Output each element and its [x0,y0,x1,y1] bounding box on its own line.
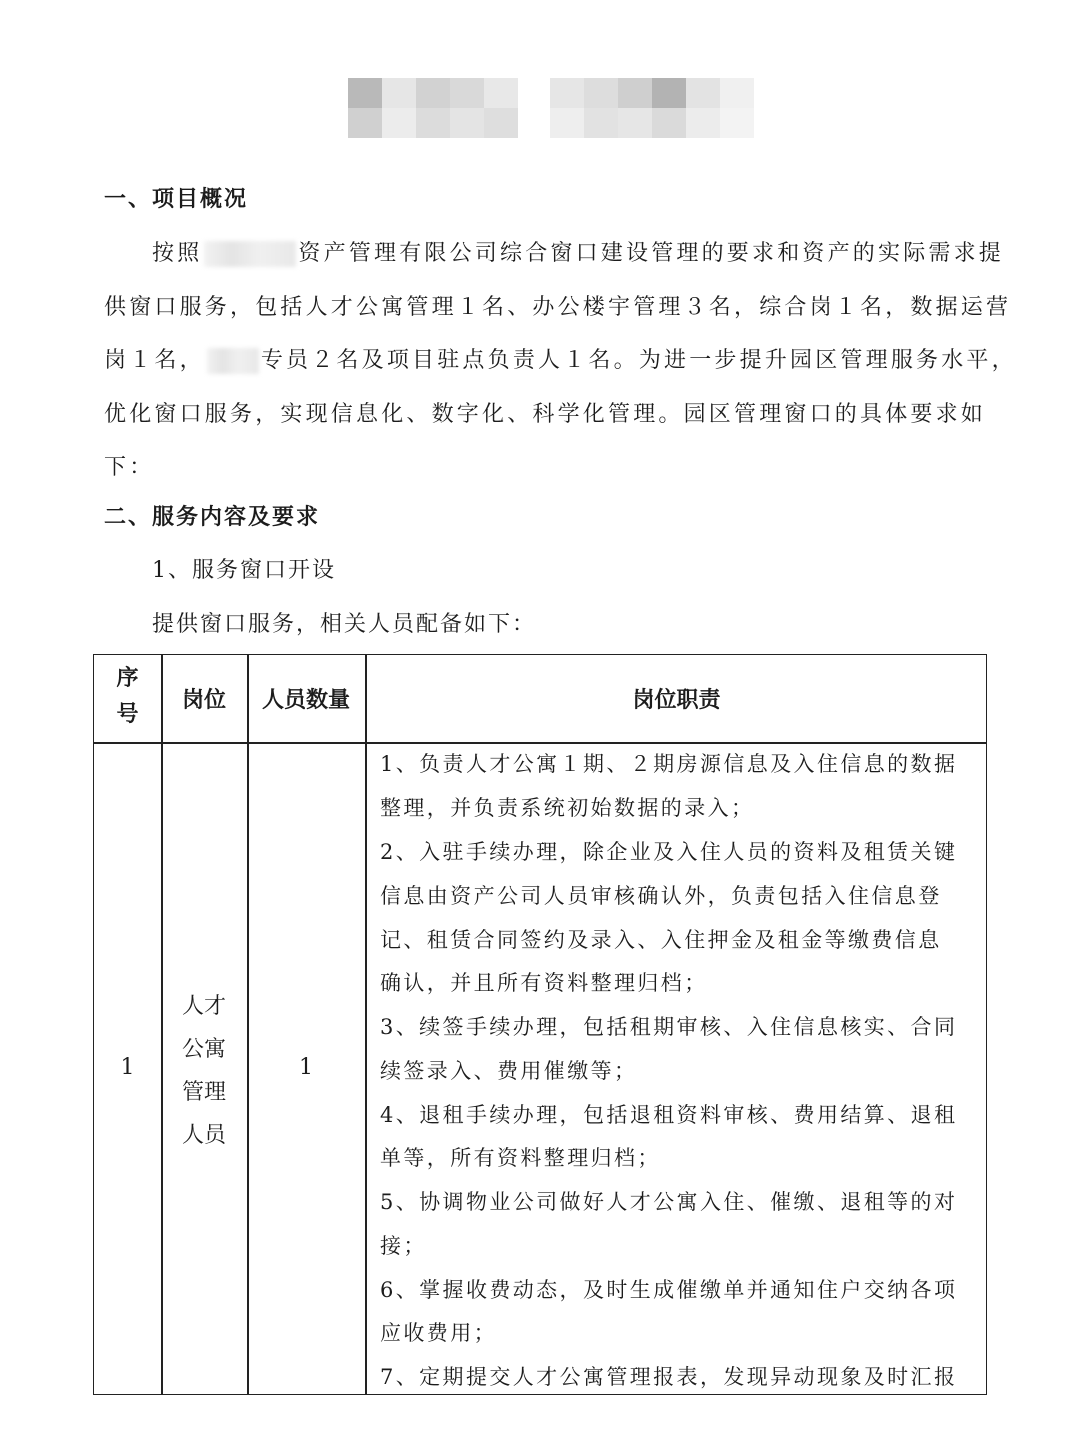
redacted-role-name [207,348,259,374]
header-seq [94,661,161,733]
overview-line-1-text: 资产管理有限公司综合窗口建设管理的要求和资产的实际需求提 [298,241,1005,266]
column-divider [365,655,367,1394]
duty-line: 确认，并且所有资料整理归档； [380,971,708,995]
row-1-seq: 1 [120,1055,135,1080]
row-1-position-line: 公寓 [181,1037,226,1062]
duty-line: 续签录入、费用催缴等； [380,1059,638,1083]
overview-line-1 [152,236,1004,267]
overview-line-3-prefix: 岗１名， [104,348,205,373]
services-item-1: 1、服务窗口开设 [152,558,336,583]
header-headcount: 人员数量 [261,688,350,713]
duty-line: 4、退租手续办理，包括退租资料审核、费用结算、退租 [380,1103,958,1127]
header-position: 岗位 [181,688,226,713]
duty-line: 7、定期提交人才公寓管理报表，发现异动现象及时汇报 [380,1365,958,1389]
duty-line: 6、掌握收费动态，及时生成催缴单并通知住户交纳各项 [380,1278,958,1302]
header-seq-line-2: 号 [116,702,139,727]
row-1-position-line: 管理 [181,1080,226,1105]
duty-line: 5、协调物业公司做好人才公寓入住、催缴、退租等的对 [380,1190,958,1214]
overview-line-3 [104,343,1017,374]
row-1-position-line: 人才 [181,994,226,1019]
overview-line-3-text: 专员２名及项目驻点负责人１名。为进一步提升园区管理服务水平， [260,348,1017,373]
staff-table [93,654,987,1395]
duty-line: 单等，所有资料整理归档； [380,1146,661,1170]
header-duties: 岗位职责 [632,688,721,713]
row-1-headcount: 1 [299,1055,313,1080]
section-heading-overview: 一、项目概况 [104,187,249,212]
overview-line-2: 供窗口服务，包括人才公寓管理１名、办公楼宇管理３名，综合岗１名，数据运营 [104,295,1012,320]
mosaic-pattern [318,78,754,138]
header-seq-line-1: 序 [116,666,139,691]
duty-line: 接； [380,1234,427,1258]
column-divider [247,655,249,1394]
duty-line: 3、续签手续办理，包括租期审核、入住信息核实、合同 [380,1015,958,1039]
header-divider [94,742,986,744]
overview-line-5: 下： [104,455,155,480]
section-heading-services: 二、服务内容及要求 [104,505,321,530]
duty-line: 应收费用； [380,1321,497,1345]
overview-line-4: 优化窗口服务，实现信息化、数字化、科学化管理。园区管理窗口的具体要求如 [104,402,987,427]
row-1-position [161,985,247,1157]
redacted-company-name [204,241,296,267]
duty-line: 2、入驻手续办理，除企业及入住人员的资料及租赁关键 [380,840,958,864]
redacted-document-title [318,78,754,138]
duty-line: 整理，并负责系统初始数据的录入； [380,796,755,820]
duty-line: 信息由资产公司人员审核确认外，负责包括入住信息登 [380,884,942,908]
overview-line-1-prefix: 按照 [152,241,203,266]
duty-line: 1、负责人才公寓１期、２期房源信息及入住信息的数据 [380,752,958,776]
services-intro: 提供窗口服务，相关人员配备如下： [152,612,537,637]
duty-line: 记、租赁合同签约及录入、入住押金及租金等缴费信息 [380,928,942,952]
row-1-position-line: 人员 [181,1123,226,1148]
